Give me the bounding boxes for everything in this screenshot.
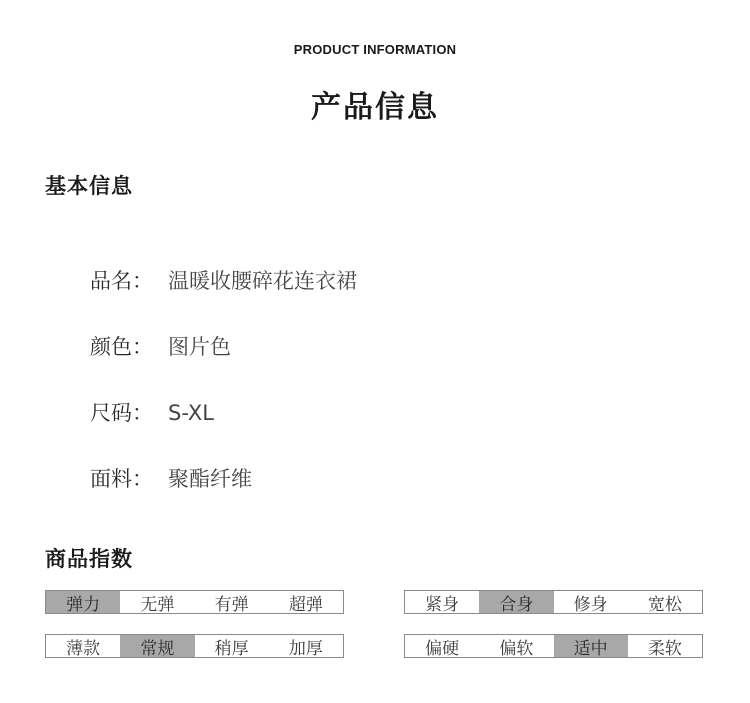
info-value: 聚酯纤维 xyxy=(168,467,252,491)
eyebrow-title: PRODUCT INFORMATION xyxy=(293,42,457,57)
scale-option: 无弹 xyxy=(140,594,175,615)
scale-option: 超弹 xyxy=(288,594,323,615)
scale-option: 宽松 xyxy=(647,594,682,615)
scale-softness xyxy=(404,634,703,658)
scale-option-selected: 常规 xyxy=(120,635,194,657)
scale-option: 稍厚 xyxy=(214,638,249,659)
scale-elasticity xyxy=(45,590,344,614)
scale-option: 有弹 xyxy=(214,594,249,615)
scale-option-selected: 合身 xyxy=(479,591,553,613)
scale-option: 修身 xyxy=(573,594,608,615)
product-index-heading: 商品指数 xyxy=(45,547,133,571)
info-label: 面料： xyxy=(90,467,153,491)
basic-info-heading: 基本信息 xyxy=(45,174,133,198)
scale-option: 偏软 xyxy=(499,638,534,659)
info-row-fabric xyxy=(90,463,252,493)
info-row-color xyxy=(90,331,231,361)
scale-option: 柔软 xyxy=(647,638,682,659)
info-value: S-XL xyxy=(168,401,214,425)
info-label: 品名： xyxy=(90,269,153,293)
scale-option: 薄款 xyxy=(66,638,101,659)
info-row-size xyxy=(90,397,214,427)
scale-option-selected: 弹力 xyxy=(46,591,120,613)
info-label: 尺码： xyxy=(90,401,153,425)
scale-fit xyxy=(404,590,703,614)
scale-option: 加厚 xyxy=(288,638,323,659)
scale-thickness xyxy=(45,634,344,658)
scale-option: 偏硬 xyxy=(425,638,460,659)
info-value: 温暖收腰碎花连衣裙 xyxy=(168,269,357,293)
info-label: 颜色： xyxy=(90,335,153,359)
info-row-name xyxy=(90,265,357,295)
info-value: 图片色 xyxy=(168,335,231,359)
page-title: 产品信息 xyxy=(311,90,439,125)
scale-option: 紧身 xyxy=(425,594,460,615)
scale-option-selected: 适中 xyxy=(554,635,628,657)
